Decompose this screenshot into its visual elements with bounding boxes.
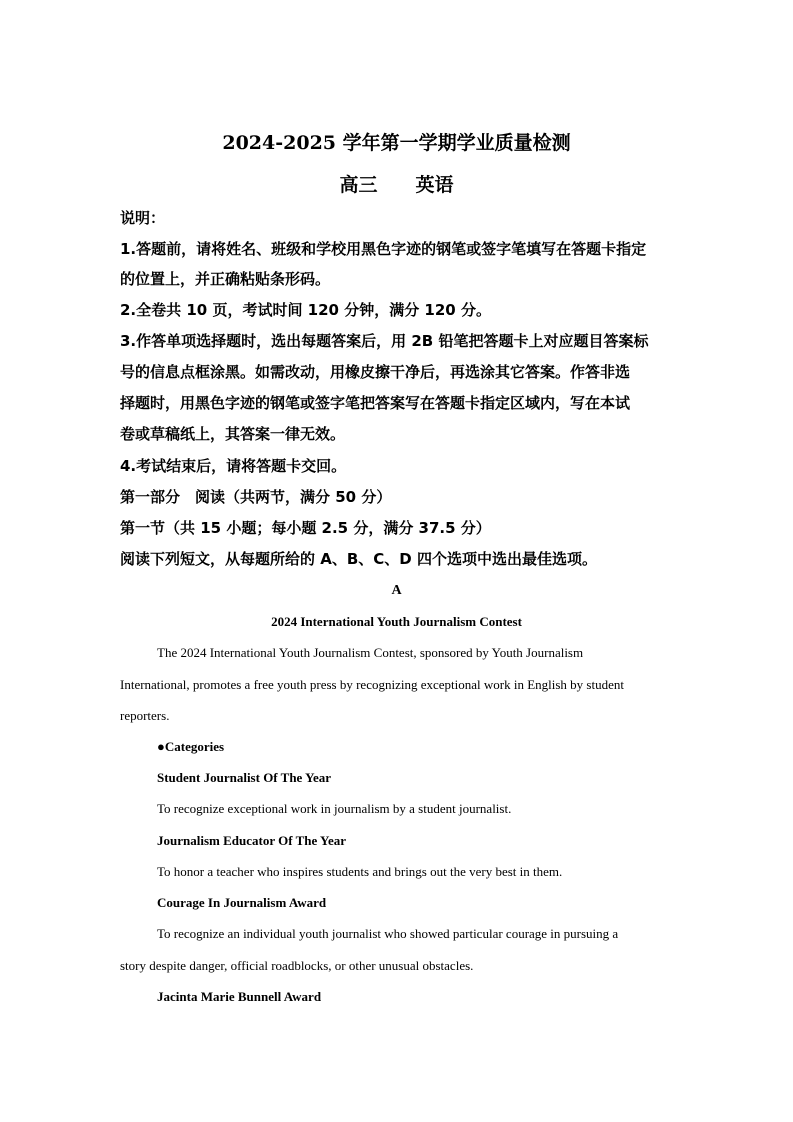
passage-title: 2024 International Youth Journalism Contest (271, 614, 522, 629)
category-desc: To recognize exceptional work in journalism by a student journalist. (157, 801, 512, 816)
instruction-line: 4.考试结束后，请将答题卡交回。 (120, 457, 347, 475)
exam-subtitle (0, 170, 793, 197)
instruction-line: 1.答题前，请将姓名、班级和学校用黑色字迹的钢笔或签字笔填写在答题卡指定 (120, 240, 647, 258)
category-name: Journalism Educator Of The Year (157, 833, 346, 848)
reading-directions: 阅读下列短文，从每题所给的 A、B、C、D 四个选项中选出最佳选项。 (120, 550, 597, 568)
intro-line: reporters. (120, 708, 170, 723)
intro-line: The 2024 International Youth Journalism Contest, sponsored by Youth Journalism (157, 645, 584, 660)
exam-title: 2024-2025 学年第一学期学业质量检测 (222, 132, 571, 154)
category-name: Student Journalist Of The Year (157, 770, 332, 785)
instructions-heading: 说明： (120, 209, 166, 227)
category-name: Jacinta Marie Bunnell Award (157, 989, 322, 1004)
part-heading: 第一部分 阅读（共两节，满分 50 分） (120, 488, 392, 506)
instruction-line: 卷或草稿纸上，其答案一律无效。 (120, 425, 346, 443)
category-desc: To honor a teacher who inspires students and brings out the very best in them. (157, 864, 563, 879)
category-desc: story despite danger, official roadblocks, or other unusual obstacles. (120, 958, 474, 973)
instruction-line: 的位置上，并正确粘贴条形码。 (120, 270, 331, 288)
passage-label: A (391, 583, 402, 598)
categories-heading: ●Categories (157, 739, 225, 754)
instruction-line: 号的信息点框涂黑。如需改动，用橡皮擦干净后，再选涂其它答案。作答非选 (120, 363, 631, 381)
instruction-line: 择题时，用黑色字迹的钢笔或签字笔把答案写在答题卡指定区域内，写在本试 (120, 394, 631, 412)
category-name: Courage In Journalism Award (157, 895, 327, 910)
category-desc: To recognize an individual youth journalist who showed particular courage in pursuing a (157, 926, 619, 941)
grade-label: 高三 (339, 174, 378, 196)
subject-label: 英语 (415, 174, 454, 196)
intro-line: International, promotes a free youth press by recognizing exceptional work in English by student (120, 677, 624, 692)
instruction-line: 2.全卷共 10 页，考试时间 120 分钟，满分 120 分。 (120, 301, 491, 319)
subsection-heading: 第一节（共 15 小题；每小题 2.5 分，满分 37.5 分） (120, 519, 491, 537)
instruction-line: 3.作答单项选择题时，选出每题答案后，用 2B 铅笔把答题卡上对应题目答案标 (120, 332, 649, 350)
